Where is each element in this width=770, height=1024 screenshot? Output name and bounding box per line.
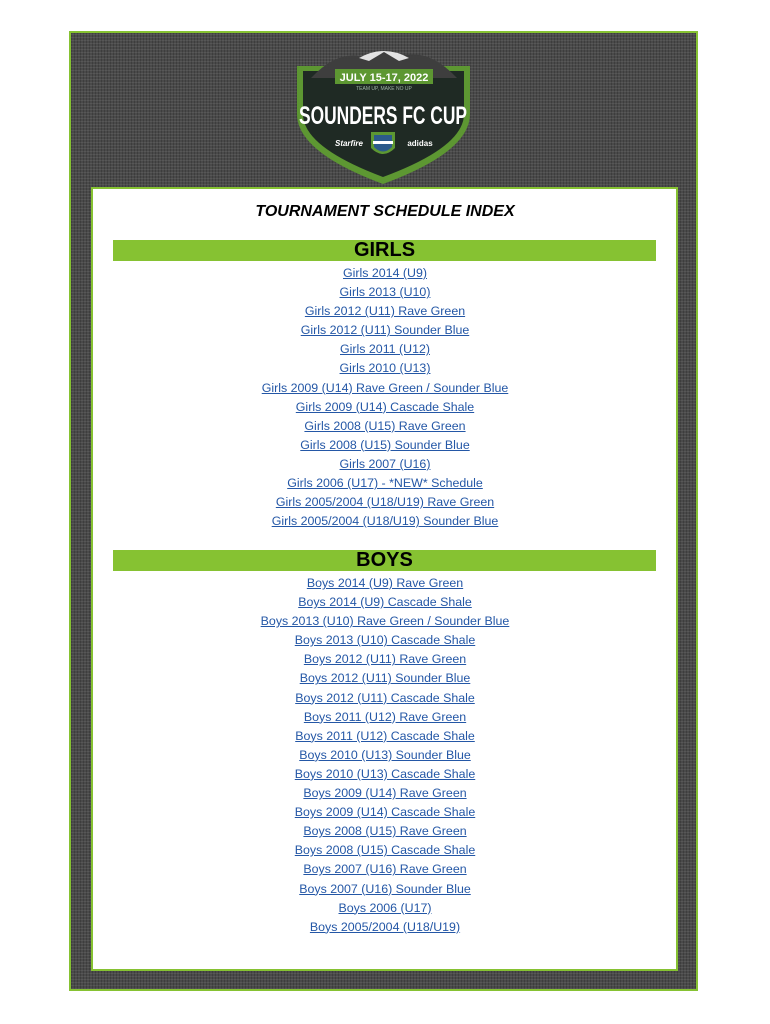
girls-schedule-link[interactable]: Girls 2011 (U12)	[340, 342, 430, 357]
girls-schedule-link[interactable]: Girls 2005/2004 (U18/U19) Sounder Blue	[271, 514, 499, 529]
boys-schedule-link[interactable]: Boys 2010 (U13) Sounder Blue	[299, 747, 471, 762]
logo-name: SOUNDERS FC CUP	[299, 102, 467, 130]
girls-schedule-link[interactable]: Girls 2009 (U14) Rave Green / Sounder Blue	[261, 380, 509, 395]
girls-schedule-link[interactable]: Girls 2008 (U15) Sounder Blue	[300, 437, 470, 452]
logo-sponsor-right: adidas	[407, 139, 433, 148]
boys-schedule-link[interactable]: Boys 2006 (U17)	[338, 900, 432, 915]
girls-schedule-link[interactable]: Girls 2006 (U17) - *NEW* Schedule	[287, 476, 483, 491]
girls-schedule-link[interactable]: Girls 2014 (U9)	[342, 266, 427, 280]
boys-schedule-link[interactable]: Boys 2014 (U9) Cascade Shale	[298, 595, 472, 610]
sounders-crest-icon	[371, 132, 395, 154]
sounders-fc-cup-logo	[289, 44, 478, 186]
boys-schedule-link[interactable]: Boys 2012 (U11) Cascade Shale	[295, 690, 475, 705]
girls-heading: GIRLS	[113, 240, 656, 261]
page-title: TOURNAMENT SCHEDULE INDEX	[255, 203, 515, 220]
boys-schedule-link[interactable]: Boys 2008 (U15) Cascade Shale	[294, 843, 476, 858]
girls-schedule-link[interactable]: Girls 2009 (U14) Cascade Shale	[295, 399, 475, 414]
boys-schedule-link[interactable]: Boys 2010 (U13) Cascade Shale	[294, 766, 476, 781]
boys-schedule-link[interactable]: Boys 2013 (U10) Cascade Shale	[294, 633, 476, 648]
boys-schedule-link[interactable]: Boys 2011 (U12) Rave Green	[303, 709, 467, 724]
boys-schedule-link[interactable]: Boys 2009 (U14) Rave Green	[303, 786, 467, 801]
boys-schedule-link[interactable]: Boys 2005/2004 (U18/U19)	[309, 919, 461, 934]
girls-schedule-link[interactable]: Girls 2007 (U16)	[339, 456, 431, 471]
girls-link-list	[0, 264, 770, 531]
girls-schedule-link[interactable]: Girls 2013 (U10)	[339, 285, 431, 300]
girls-schedule-link[interactable]: Girls 2012 (U11) Sounder Blue	[300, 323, 470, 338]
boys-schedule-link[interactable]: Boys 2012 (U11) Rave Green	[303, 652, 467, 667]
boys-schedule-link[interactable]: Boys 2009 (U14) Cascade Shale	[294, 805, 476, 820]
boys-schedule-link[interactable]: Boys 2007 (U16) Rave Green	[303, 862, 467, 877]
boys-schedule-link[interactable]: Boys 2014 (U9) Rave Green	[306, 576, 464, 590]
boys-heading: BOYS	[113, 550, 656, 571]
boys-schedule-link[interactable]: Boys 2013 (U10) Rave Green / Sounder Blue	[260, 614, 510, 629]
girls-schedule-link[interactable]: Girls 2005/2004 (U18/U19) Rave Green	[275, 495, 495, 510]
boys-schedule-link[interactable]: Boys 2008 (U15) Rave Green	[303, 824, 467, 839]
logo-date: JULY 15-17, 2022	[339, 72, 429, 84]
boys-link-list	[0, 574, 770, 937]
logo-tagline: TEAM UP, MAKE NO UP	[356, 86, 412, 92]
girls-schedule-link[interactable]: Girls 2012 (U11) Rave Green	[304, 304, 466, 319]
boys-schedule-link[interactable]: Boys 2011 (U12) Cascade Shale	[295, 728, 475, 743]
logo-sponsor-left: Starfire	[334, 139, 364, 148]
girls-schedule-link[interactable]: Girls 2010 (U13)	[339, 361, 431, 376]
boys-schedule-link[interactable]: Boys 2012 (U11) Sounder Blue	[299, 671, 471, 686]
girls-schedule-link[interactable]: Girls 2008 (U15) Rave Green	[304, 418, 466, 433]
boys-schedule-link[interactable]: Boys 2007 (U16) Sounder Blue	[299, 881, 471, 896]
